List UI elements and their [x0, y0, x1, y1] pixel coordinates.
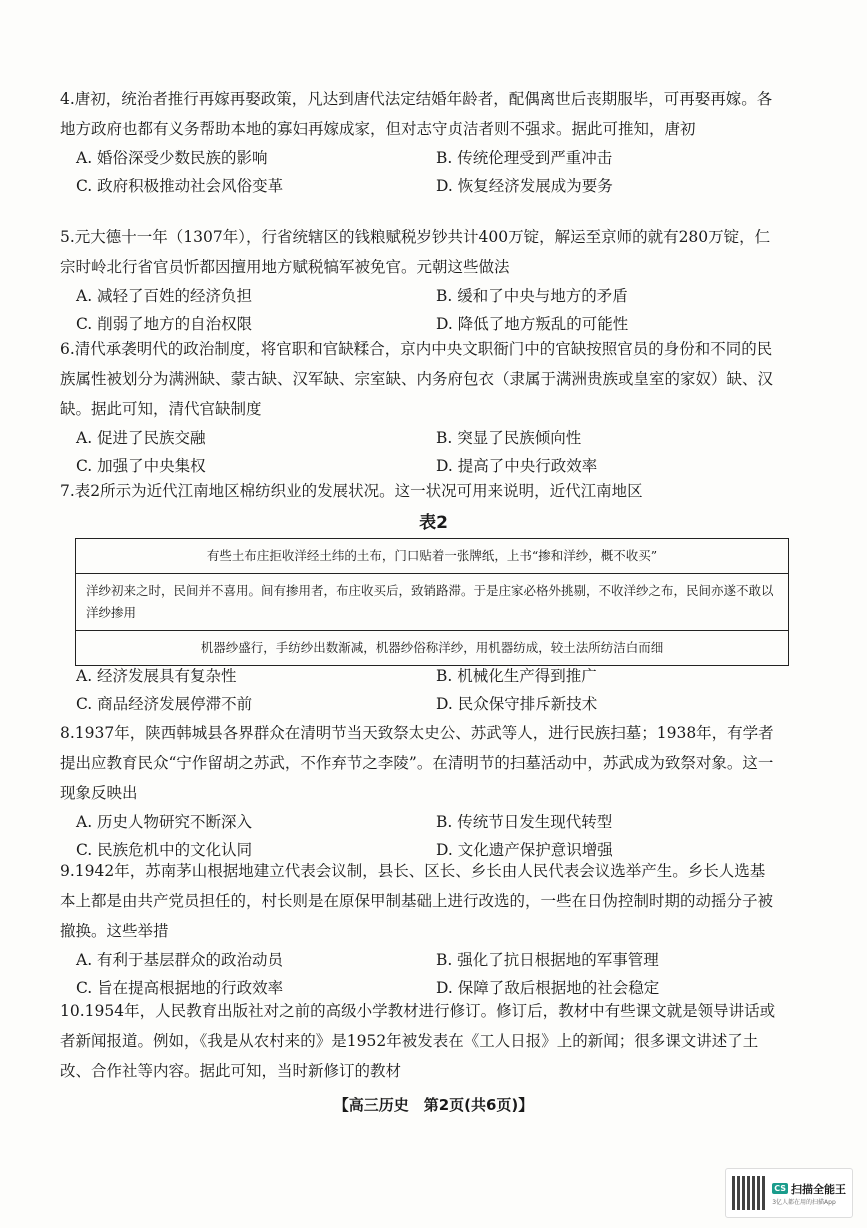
- qr-code-icon: [732, 1176, 766, 1210]
- option-b[interactable]: B. 突显了民族倾向性: [436, 429, 582, 447]
- options: [60, 424, 780, 480]
- option-d[interactable]: D. 降低了地方叛乱的可能性: [436, 315, 629, 333]
- option-d[interactable]: D. 恢复经济发展成为要务: [436, 177, 613, 195]
- option-b[interactable]: B. 机械化生产得到推广: [436, 667, 597, 685]
- option-a[interactable]: A. 历史人物研究不断深入: [76, 813, 253, 831]
- option-c[interactable]: C. 加强了中央集权: [76, 457, 206, 475]
- question-stem: 7.表2所示为近代江南地区棉纺织业的发展状况。这一状况可用来说明，近代江南地区: [60, 482, 643, 500]
- option-b[interactable]: B. 强化了抗日根据地的军事管理: [436, 951, 659, 969]
- option-a[interactable]: A. 促进了民族交融: [76, 429, 206, 447]
- option-a[interactable]: A. 经济发展具有复杂性: [76, 667, 237, 685]
- option-d[interactable]: D. 民众保守排斥新技术: [436, 695, 598, 713]
- question-stem: 6.清代承袭明代的政治制度，将官职和官缺糅合，京内中央文职衙门中的官缺按照官员的身份和不同的民族属性被划分为满洲缺、蒙古缺、汉军缺、宗室缺、内务府包衣（隶属于满洲贵族或皇室的家奴）缺、汉缺。据此可知，清代官缺制度: [60, 340, 774, 418]
- option-a[interactable]: A. 减轻了百姓的经济负担: [76, 287, 253, 305]
- options: [60, 662, 780, 718]
- table-2: [75, 538, 789, 666]
- question-stem: 4.唐初，统治者推行再嫁再娶政策，凡达到唐代法定结婚年龄者，配偶离世后丧期服毕，可再娶再嫁。各地方政府也都有义务帮助本地的寡妇再嫁成家，但对志守贞洁者则不强求。据此可推知，唐初: [60, 90, 773, 138]
- question-10: [60, 996, 780, 1086]
- table-row: 洋纱初来之时，民间并不喜用。间有掺用者，布庄收买后，致销路滞。于是庄家必格外挑剔，不收洋纱之布，民间亦遂不敢以洋纱掺用: [76, 574, 788, 631]
- option-a[interactable]: A. 有利于基层群众的政治动员: [76, 951, 284, 969]
- option-b[interactable]: B. 传统节日发生现代转型: [436, 813, 613, 831]
- option-a[interactable]: A. 婚俗深受少数民族的影响: [76, 149, 268, 167]
- question-8: [60, 718, 780, 864]
- table-row: 有些土布庄拒收洋经土纬的土布，门口贴着一张牌纸，上书“掺和洋纱，概不收买”: [76, 539, 788, 574]
- question-5: [60, 222, 780, 338]
- option-b[interactable]: B. 缓和了中央与地方的矛盾: [436, 287, 628, 305]
- question-stem: 10.1954年，人民教育出版社对之前的高级小学教材进行修订。修订后，教材中有些课文就是领导讲话或者新闻报道。例如，《我是从农村来的》是1952年被发表在《工人日报》上的新闻；很多课文讲述了土改、合作社等内容。据此可知，当时新修订的教材: [60, 1002, 776, 1080]
- page-footer: 【高三历史 第2页(共6页)】: [333, 1096, 534, 1114]
- table-row: 机器纱盛行，手纺纱出数渐减，机器纱俗称洋纱，用机器纺成，较土法所纺洁白而细: [200, 640, 664, 655]
- option-d[interactable]: D. 文化遗产保护意识增强: [436, 841, 613, 859]
- question-stem: 9.1942年，苏南茅山根据地建立代表会议制，县长、区长、乡长由人民代表会议选举产生。乡长人选基本上都是由共产党员担任的，村长则是在原保甲制基础上进行改选的，一些在日伪控制时期的动摇分子被撤换。这些举措: [60, 862, 774, 940]
- options: [60, 144, 780, 200]
- option-c[interactable]: C. 商品经济发展停滞不前: [76, 695, 253, 713]
- option-c[interactable]: C. 旨在提高根据地的行政效率: [76, 979, 284, 997]
- question-7: [60, 476, 780, 506]
- option-d[interactable]: D. 保障了敌后根据地的社会稳定: [436, 979, 660, 997]
- option-d[interactable]: D. 提高了中央行政效率: [436, 457, 598, 475]
- question-7-options: [60, 662, 780, 718]
- question-9: [60, 856, 780, 1002]
- option-c[interactable]: C. 政府积极推动社会风俗变革: [76, 177, 284, 195]
- option-c[interactable]: C. 削弱了地方的自治权限: [76, 315, 253, 333]
- question-6: [60, 334, 780, 480]
- options: [60, 946, 780, 1002]
- question-4: [60, 84, 780, 200]
- scanner-watermark: [725, 1168, 853, 1218]
- scanner-subtitle: 3亿人都在用的扫描App: [772, 1198, 836, 1206]
- table-title: 表2: [419, 513, 448, 533]
- question-stem: 5.元大德十一年（1307年），行省统辖区的钱粮赋税岁钞共计400万锭，解运至京师的就有280万锭，仁宗时岭北行省官员忻都因擅用地方赋税犒军被免官。元朝这些做法: [60, 228, 771, 276]
- camscanner-icon: CS: [774, 1184, 786, 1193]
- option-b[interactable]: B. 传统伦理受到严重冲击: [436, 149, 613, 167]
- options: [60, 282, 780, 338]
- scanner-title: 扫描全能王: [791, 1182, 846, 1196]
- option-c[interactable]: C. 民族危机中的文化认同: [76, 841, 253, 859]
- question-stem: 8.1937年，陕西韩城县各界群众在清明节当天致祭太史公、苏武等人，进行民族扫墓；1938年，有学者提出应教育民众“宁作留胡之苏武，不作弃节之李陵”。在清明节的扫墓活动中，苏武成为致祭对象。这一现象反映出: [60, 724, 774, 802]
